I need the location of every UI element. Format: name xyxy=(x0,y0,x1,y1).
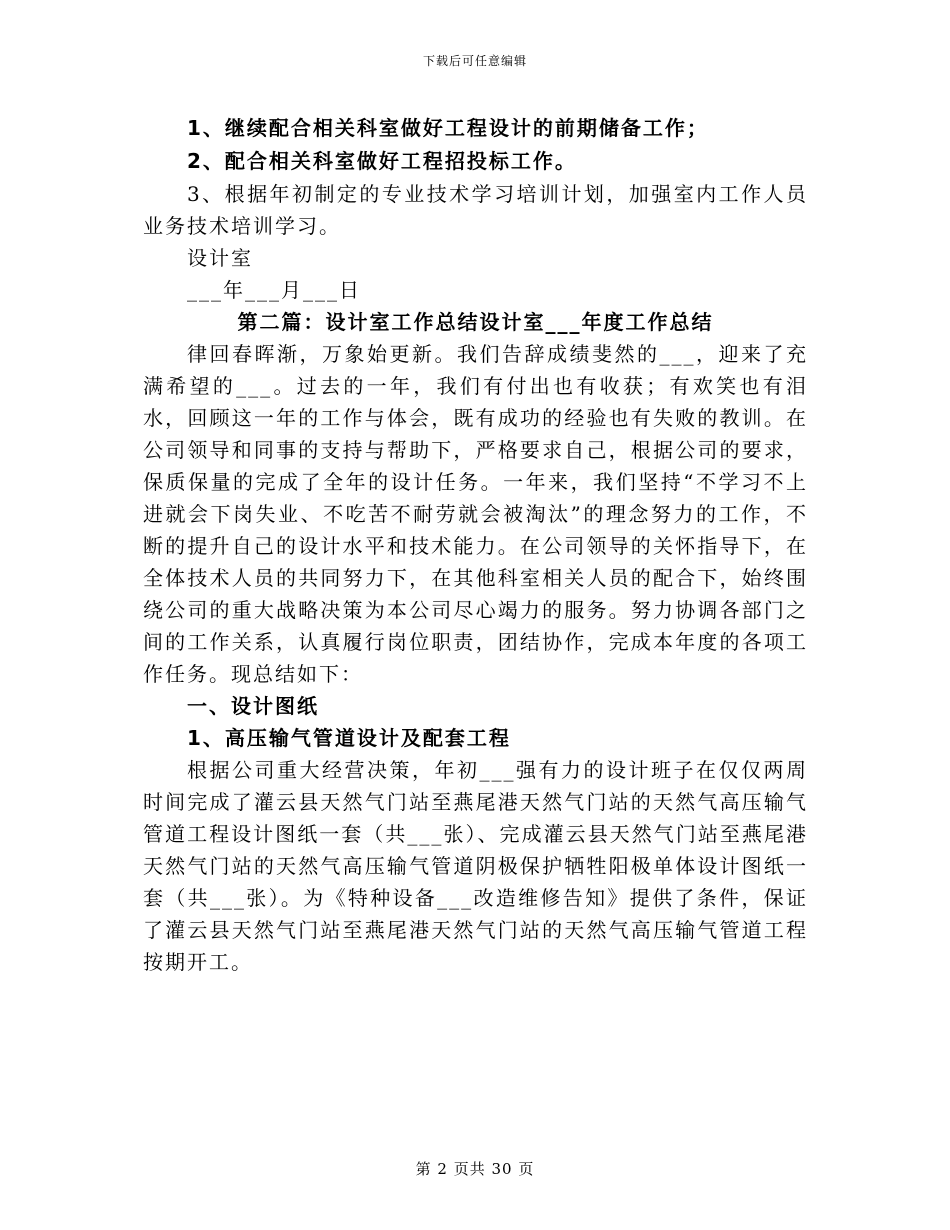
list-item-1: 1、继续配合相关科室做好工程设计的前期储备工作； xyxy=(187,116,709,140)
document-body xyxy=(143,112,808,978)
pipeline-paragraph: 根据公司重大经营决策，年初___强有力的设计班子在仅仅两周时间完成了灌云县天然气门站至燕尾港天然气门站的天然气高压输气管道工程设计图纸一套（共___张）、完成灌云县天然气门站至燕尾港天然气门站的天然气高压输气管道阴极保护牺牲阳极单体设计图纸一套（共___张）。为《特种设备___改造维修告知》提供了条件，保证了灌云县天然气门站至燕尾港天然气门站的天然气高压输气管道工程按期开工。 xyxy=(143,758,808,974)
signature-department: 设计室 xyxy=(187,246,253,270)
section-title: 第二篇：设计室工作总结设计室___年度工作总结 xyxy=(237,310,714,334)
intro-paragraph: 律回春晖渐，万象始更新。我们告辞成绩斐然的___，迎来了充满希望的___。过去的一年，我们有付出也有收获；有欢笑也有泪水，回顾这一年的工作与体会，既有成功的经验也有失败的教训。在公司领导和同事的支持与帮助下，严格要求自己，根据公司的要求，保质保量的完成了全年的设计任务。一年来，我们坚持“不学习不上进就会下岗失业、不吃苦不耐劳就会被淘汰”的理念努力的工作，不断的提升自己的设计水平和技术能力。在公司领导的关怀指导下，在全体技术人员的共同努力下，在其他科室相关人员的配合下，始终围绕公司的重大战略决策为本公司尽心竭力的服务。努力协调各部门之间的工作关系，认真履行岗位职责，团结协作，完成本年度的各项工作任务。现总结如下： xyxy=(143,342,808,686)
list-item-3: 3、根据年初制定的专业技术学习培训计划，加强室内工作人员业务技术培训学习。 xyxy=(143,182,808,238)
page-header: 下载后可任意编辑 xyxy=(422,54,527,68)
heading-design-drawings: 一、设计图纸 xyxy=(187,694,319,718)
list-item-2: 2、配合相关科室做好工程招投标工作。 xyxy=(187,149,577,173)
page-footer: 第 2 页共 30 页 xyxy=(415,1160,535,1178)
subheading-pipeline: 1、高压输气管道设计及配套工程 xyxy=(187,726,511,750)
signature-date: ___年___月___日 xyxy=(187,278,361,302)
